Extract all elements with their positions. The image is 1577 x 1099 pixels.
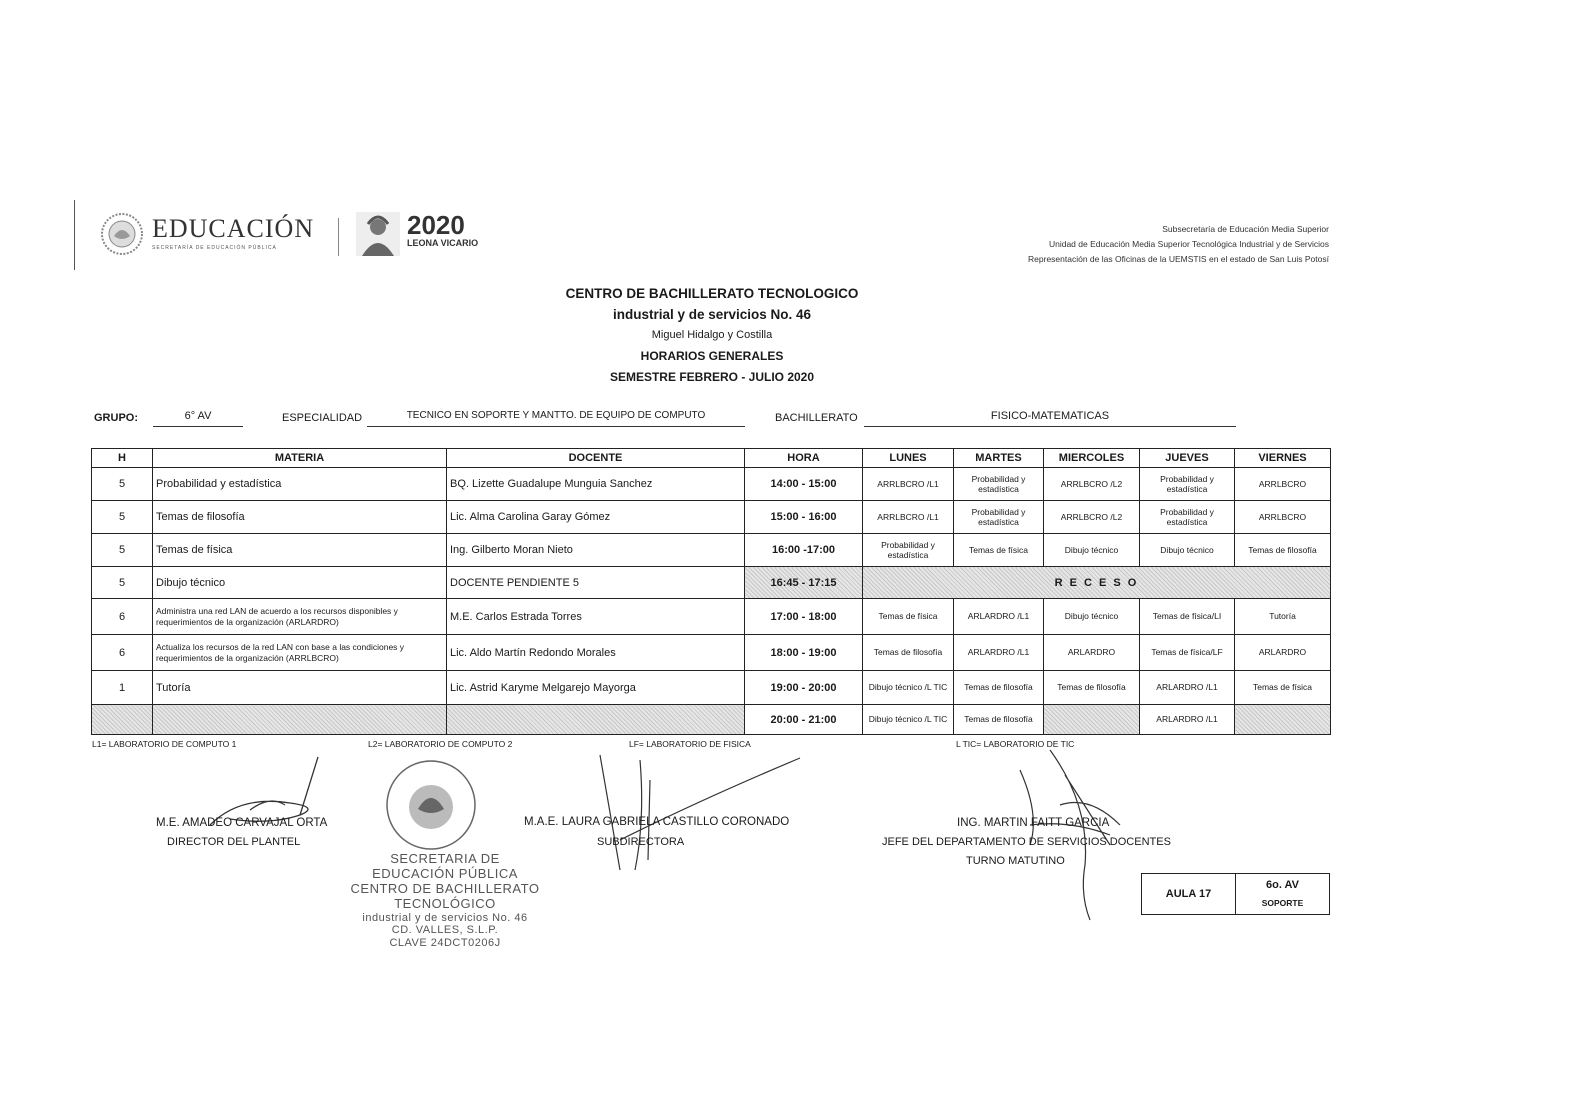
table-row (92, 534, 1331, 567)
receso-cell: R E C E S O (863, 567, 1331, 599)
table-row (92, 635, 1331, 671)
thursday-cell: Temas de física/LI (1140, 599, 1235, 635)
subdirectora-name: M.A.E. LAURA GABRIELA CASTILLO CORONADO (524, 816, 790, 828)
legend-ltic: L TIC= LABORATORIO DE TIC (956, 739, 1075, 749)
hours-cell: 6 (92, 599, 153, 635)
stamp-line-3: CENTRO DE BACHILLERATO (350, 880, 540, 896)
especialidad-label: ESPECIALIDAD (282, 412, 363, 424)
col-header-materia: MATERIA (153, 449, 447, 468)
hours-cell (92, 705, 153, 735)
subsecretaria-line-3: Representación de las Oficinas de la UEMSTIS en el estado de San Luis Potosí (1028, 254, 1329, 264)
grupo-label: GRUPO: (94, 412, 138, 424)
teacher-cell: DOCENTE PENDIENTE 5 (447, 567, 745, 599)
stamp-line-7: CLAVE 24DCT0206J (389, 937, 501, 950)
sep-subtitle: SECRETARÍA DE EDUCACIÓN PÚBLICA (152, 245, 277, 251)
leona-vicario-portrait-icon (356, 212, 400, 256)
subject-cell: Probabilidad y estadística (153, 468, 447, 501)
monday-cell: Dibujo técnico /L TIC (863, 705, 954, 735)
thursday-cell: ARLARDRO /L1 (1140, 671, 1235, 705)
school-subname: industrial y de servicios No. 46 (612, 307, 812, 322)
tuesday-cell: Temas de filosofía (954, 705, 1044, 735)
table-row (92, 501, 1331, 534)
col-header-martes: MARTES (954, 449, 1044, 468)
col-header-viernes: VIERNES (1235, 449, 1331, 468)
table-header-row (92, 449, 1331, 468)
tuesday-cell: ARLARDRO /L1 (954, 635, 1044, 671)
stamp-line-4: TECNOLÓGICO (394, 895, 496, 911)
logo-separator (338, 218, 339, 256)
header-divider-line (74, 200, 75, 270)
hours-cell: 5 (92, 567, 153, 599)
stamp-text (330, 852, 560, 950)
wednesday-cell: ARLARDRO (1044, 635, 1140, 671)
subsecretaria-line-1: Subsecretaría de Educación Media Superior (1162, 224, 1329, 234)
leona-vicario-label: LEONA VICARIO (407, 238, 479, 248)
friday-cell: ARRLBCRO (1235, 468, 1331, 501)
bachillerato-label: BACHILLERATO (775, 412, 858, 424)
table-row (92, 599, 1331, 635)
jefe-signature-icon (1010, 745, 1140, 925)
tuesday-cell: Probabilidad y estadística (954, 501, 1044, 534)
subdirectora-signature-icon (590, 750, 810, 880)
tuesday-cell: Temas de filosofía (954, 671, 1044, 705)
official-stamp-seal-icon (378, 757, 484, 853)
subject-cell: Temas de física (153, 534, 447, 567)
classroom-specialty: SOPORTE (1261, 898, 1304, 908)
time-cell: 19:00 - 20:00 (745, 671, 863, 705)
wednesday-cell: Dibujo técnico (1044, 599, 1140, 635)
year-logo: 2020 (407, 210, 465, 240)
stamp-line-2: EDUCACIÓN PÚBLICA (372, 865, 518, 881)
grupo-value: 6° AV (153, 410, 243, 427)
friday-cell: ARRLBCRO (1235, 501, 1331, 534)
col-header-h: H (92, 449, 153, 468)
legend-l2: L2= LABORATORIO DE COMPUTO 2 (368, 739, 513, 749)
bachillerato-value: FISICO-MATEMATICAS (864, 410, 1236, 427)
table-row (92, 705, 1331, 735)
subject-cell (153, 705, 447, 735)
subsecretaria-line-2: Unidad de Educación Media Superior Tecnológica Industrial y de Servicios (1048, 239, 1329, 249)
wednesday-cell: Dibujo técnico (1044, 534, 1140, 567)
time-cell: 17:00 - 18:00 (745, 599, 863, 635)
col-header-miercoles: MIERCOLES (1044, 449, 1140, 468)
director-name: M.E. AMADEO CARVAJAL ORTA (156, 817, 328, 829)
teacher-cell: BQ. Lizette Guadalupe Munguia Sanchez (447, 468, 745, 501)
classroom-box (1141, 873, 1330, 915)
stamp-line-5: industrial y de servicios No. 46 (362, 911, 528, 924)
schedule-title: HORARIOS GENERALES (640, 349, 784, 363)
time-cell: 18:00 - 19:00 (745, 635, 863, 671)
classroom-group: 6o. AV (1265, 879, 1299, 891)
sep-wordmark: EDUCACIÓN (152, 214, 315, 243)
table-row (92, 468, 1331, 501)
time-cell: 16:45 - 17:15 (745, 567, 863, 599)
friday-cell: Temas de filosofía (1235, 534, 1331, 567)
school-name: CENTRO DE BACHILLERATO TECNOLOGICO (565, 286, 859, 301)
subdirectora-title: SUBDIRECTORA (597, 836, 685, 848)
hours-cell: 5 (92, 534, 153, 567)
table-row (92, 671, 1331, 705)
time-cell: 14:00 - 15:00 (745, 468, 863, 501)
hours-cell: 6 (92, 635, 153, 671)
stamp-line-6: CD. VALLES, S.L.P. (391, 924, 499, 937)
thursday-cell: Dibujo técnico (1140, 534, 1235, 567)
legend-l1: L1= LABORATORIO DE COMPUTO 1 (92, 739, 237, 749)
time-cell: 15:00 - 16:00 (745, 501, 863, 534)
jefe-name: ING. MARTIN FAITT GARCIA (957, 817, 1110, 829)
stamp-line-1: SECRETARIA DE (390, 851, 500, 866)
teacher-cell: M.E. Carlos Estrada Torres (447, 599, 745, 635)
subject-cell: Temas de filosofía (153, 501, 447, 534)
friday-cell: ARLARDRO (1235, 635, 1331, 671)
monday-cell: ARRLBCRO /L1 (863, 501, 954, 534)
friday-cell: Tutoría (1235, 599, 1331, 635)
hours-cell: 5 (92, 468, 153, 501)
monday-cell: Temas de física (863, 599, 954, 635)
hours-cell: 5 (92, 501, 153, 534)
col-header-lunes: LUNES (863, 449, 954, 468)
jefe-shift: TURNO MATUTINO (966, 855, 1065, 867)
jefe-title: JEFE DEL DEPARTAMENTO DE SERVICIOS DOCENTES (882, 836, 1171, 848)
semester-title: SEMESTRE FEBRERO - JULIO 2020 (609, 370, 815, 384)
teacher-cell: Ing. Gilberto Moran Nieto (447, 534, 745, 567)
teacher-cell (447, 705, 745, 735)
thursday-cell: Probabilidad y estadística (1140, 468, 1235, 501)
legend-lf: LF= LABORATORIO DE FISICA (629, 739, 751, 749)
monday-cell: Temas de filosofía (863, 635, 954, 671)
subject-cell: Dibujo técnico (153, 567, 447, 599)
thursday-cell: Probabilidad y estadística (1140, 501, 1235, 534)
tuesday-cell: ARLARDRO /L1 (954, 599, 1044, 635)
time-cell: 16:00 -17:00 (745, 534, 863, 567)
col-header-jueves: JUEVES (1140, 449, 1235, 468)
teacher-cell: Lic. Alma Carolina Garay Gómez (447, 501, 745, 534)
subject-cell: Tutoría (153, 671, 447, 705)
monday-cell: Dibujo técnico /L TIC (863, 671, 954, 705)
thursday-cell: Temas de física/LF (1140, 635, 1235, 671)
schedule-table (91, 448, 1331, 735)
time-cell: 20:00 - 21:00 (745, 705, 863, 735)
monday-cell: ARRLBCRO /L1 (863, 468, 954, 501)
hours-cell: 1 (92, 671, 153, 705)
director-title: DIRECTOR DEL PLANTEL (167, 836, 301, 848)
teacher-cell: Lic. Astrid Karyme Melgarejo Mayorga (447, 671, 745, 705)
tuesday-cell: Probabilidad y estadística (954, 468, 1044, 501)
col-header-docente: DOCENTE (447, 449, 745, 468)
thursday-cell: ARLARDRO /L1 (1140, 705, 1235, 735)
tuesday-cell: Temas de física (954, 534, 1044, 567)
mexico-seal-icon (100, 212, 144, 256)
wednesday-cell (1044, 705, 1140, 735)
subject-cell: Administra una red LAN de acuerdo a los recursos disponibles y requerimientos de la organización (ARLARDRO) (153, 599, 447, 635)
monday-cell: Probabilidad y estadística (863, 534, 954, 567)
subject-cell: Actualiza los recursos de la red LAN con base a las condiciones y requerimientos de la organización (ARRLBCRO) (153, 635, 447, 671)
wednesday-cell: ARRLBCRO /L2 (1044, 501, 1140, 534)
classroom-label: AULA 17 (1142, 874, 1236, 914)
friday-cell (1235, 705, 1331, 735)
friday-cell: Temas de física (1235, 671, 1331, 705)
table-row (92, 567, 1331, 599)
school-honoree: Miguel Hidalgo y Costilla (651, 329, 773, 341)
teacher-cell: Lic. Aldo Martín Redondo Morales (447, 635, 745, 671)
wednesday-cell: Temas de filosofía (1044, 671, 1140, 705)
especialidad-value: TECNICO EN SOPORTE Y MANTTO. DE EQUIPO DE COMPUTO (367, 410, 745, 427)
wednesday-cell: ARRLBCRO /L2 (1044, 468, 1140, 501)
col-header-hora: HORA (745, 449, 863, 468)
